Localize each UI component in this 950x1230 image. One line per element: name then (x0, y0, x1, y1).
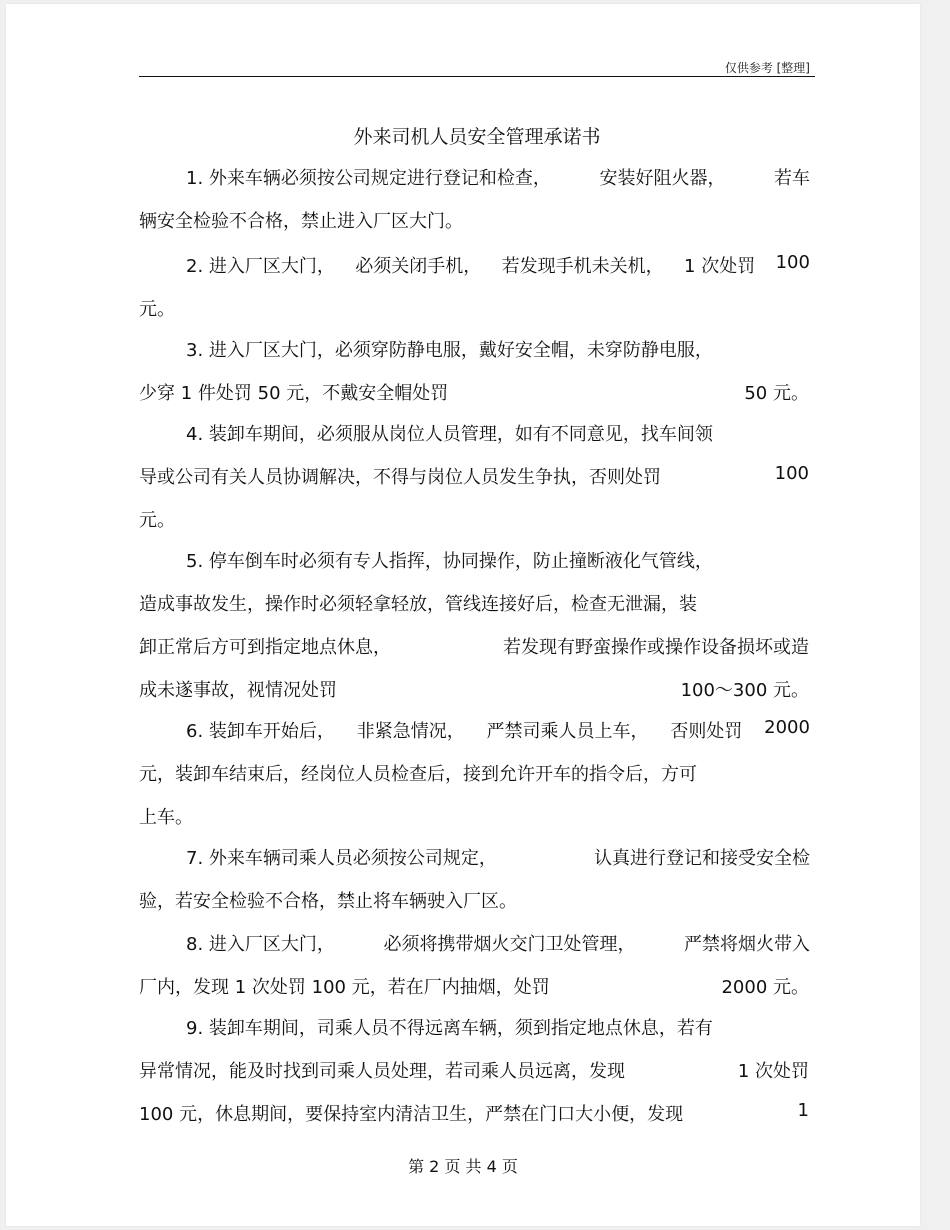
body-line (139, 295, 175, 321)
text-segment: 7. 外来车辆司乘人员必须按公司规定， (186, 848, 497, 869)
body-line (186, 844, 810, 870)
text-segment: 必须关闭手机， (355, 256, 482, 277)
text-segment: 2000 元。 (721, 977, 809, 998)
text-segment: 元。 (139, 299, 175, 320)
body-line (186, 164, 810, 190)
text-segment: 100～300 元。 (680, 680, 809, 701)
text-segment: 100 (774, 463, 809, 484)
body-line (139, 803, 193, 829)
text-segment: 严禁将烟火带入 (684, 934, 810, 955)
text-segment: 6. 装卸车开始后， (186, 721, 335, 742)
body-line (186, 930, 810, 956)
text-segment: 2. 进入厂区大门， (186, 256, 335, 277)
text-segment: 元。 (139, 510, 175, 531)
body-line (139, 760, 697, 786)
body-line (139, 973, 809, 999)
body-line (139, 676, 809, 702)
body-line (186, 717, 810, 743)
body-line (186, 252, 810, 278)
body-line (139, 463, 809, 489)
text-segment: 1 次处罚 (684, 256, 756, 277)
text-segment: 上车。 (139, 807, 193, 828)
text-segment: 辆安全检验不合格，禁止进入厂区大门。 (139, 211, 463, 232)
text-segment: 元，装卸车结束后，经岗位人员检查后，接到允许开车的指令后，方可 (139, 764, 697, 785)
body-line (186, 1014, 713, 1040)
text-segment: 成未遂事故，视情况处罚 (139, 680, 337, 701)
body-line (186, 420, 713, 446)
header-divider (139, 76, 815, 77)
body-line (186, 547, 713, 573)
text-segment: 必须将携带烟火交门卫处管理， (383, 934, 636, 955)
text-segment: 100 (775, 252, 810, 273)
body-line (139, 590, 697, 616)
text-segment: 少穿 1 件处罚 50 元，不戴安全帽处罚 (139, 383, 449, 404)
text-segment: 严禁司乘人员上车， (486, 721, 649, 742)
text-segment: 9. 装卸车期间，司乘人员不得远离车辆，须到指定地点休息，若有 (186, 1018, 713, 1039)
text-segment: 100 元，休息期间，要保持室内清洁卫生，严禁在门口大小便，发现 (139, 1104, 684, 1125)
text-segment: 异常情况，能及时找到司乘人员处理，若司乘人员远离，发现 (139, 1061, 625, 1082)
text-segment: 8. 进入厂区大门， (186, 934, 335, 955)
document-title: 外来司机人员安全管理承诺书 (353, 126, 601, 148)
text-segment: 否则处罚 (670, 721, 743, 742)
text-segment: 若发现有野蛮操作或操作设备损坏或造 (503, 637, 809, 658)
text-segment: 3. 进入厂区大门，必须穿防静电服，戴好安全帽，未穿防静电服， (186, 340, 713, 361)
body-line (139, 1057, 809, 1083)
text-segment: 厂内，发现 1 次处罚 100 元，若在厂内抽烟，处罚 (139, 977, 550, 998)
text-segment: 导或公司有关人员协调解决，不得与岗位人员发生争执，否则处罚 (139, 467, 661, 488)
body-line (139, 207, 463, 233)
body-line (139, 633, 809, 659)
document-page (6, 4, 920, 1226)
text-segment: 若发现手机未关机， (501, 256, 664, 277)
body-line (139, 379, 809, 405)
text-segment: 认真进行登记和接受安全检 (594, 848, 810, 869)
text-segment: 造成事故发生，操作时必须轻拿轻放，管线连接好后，检查无泄漏，装 (139, 594, 697, 615)
text-segment: 安装好阻火器， (599, 168, 726, 189)
page-footer: 第 2 页 共 4 页 (408, 1157, 518, 1176)
body-line (139, 506, 175, 532)
text-segment: 1 (797, 1100, 809, 1121)
text-segment: 50 元。 (744, 383, 809, 404)
text-segment: 5. 停车倒车时必须有专人指挥，协同操作，防止撞断液化气管线， (186, 551, 713, 572)
text-segment: 2000 (764, 717, 810, 738)
header-note: 仅供参考 [整理] (724, 61, 810, 75)
text-segment: 1 次处罚 (737, 1061, 809, 1082)
text-segment: 卸正常后方可到指定地点休息， (139, 637, 391, 658)
text-segment: 1. 外来车辆必须按公司规定进行登记和检查， (186, 168, 551, 189)
body-line (139, 887, 517, 913)
body-line (139, 1100, 809, 1126)
body-line (186, 336, 713, 362)
text-segment: 非紧急情况， (356, 721, 465, 742)
text-segment: 4. 装卸车期间，必须服从岗位人员管理，如有不同意见，找车间领 (186, 424, 713, 445)
text-segment: 验，若安全检验不合格，禁止将车辆驶入厂区。 (139, 891, 517, 912)
text-segment: 若车 (774, 168, 810, 189)
